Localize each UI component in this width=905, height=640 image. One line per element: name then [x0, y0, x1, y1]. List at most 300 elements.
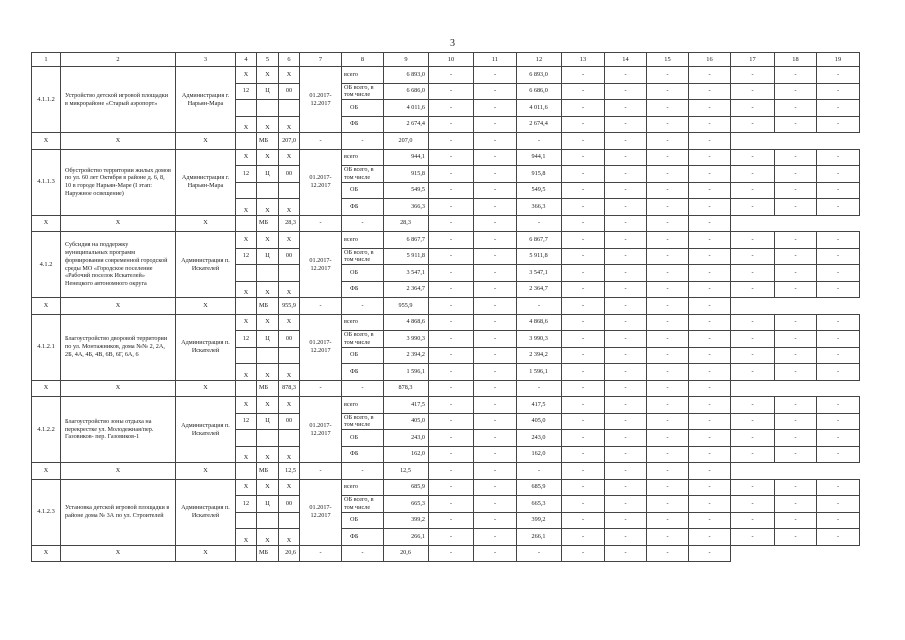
amount-cell: -	[474, 182, 517, 199]
amount-cell: -	[342, 380, 384, 397]
budget-code-cell: Х	[176, 133, 236, 150]
budget-code-cell-empty	[279, 265, 300, 282]
amount-cell: -	[562, 496, 605, 513]
amount-cell: -	[474, 116, 517, 133]
amount-cell: -	[562, 380, 605, 397]
amount-cell: -	[647, 446, 689, 463]
amount-2017: 2 364,7	[517, 281, 562, 298]
amount-cell: -	[731, 166, 775, 183]
amount-cell: -	[300, 380, 342, 397]
amount-cell: -	[605, 166, 647, 183]
amount-cell: -	[817, 331, 860, 348]
budget-code-cell: Х	[236, 364, 257, 381]
amount-cell: -	[605, 364, 647, 381]
amount-cell: -	[689, 463, 731, 480]
funding-source: ФБ	[342, 281, 384, 298]
amount-cell: -	[474, 512, 517, 529]
amount-cell: -	[429, 215, 474, 232]
amount-cell: -	[474, 463, 517, 480]
amount-cell: -	[605, 479, 647, 496]
amount-cell: -	[731, 100, 775, 117]
amount-2017: 28,3	[384, 215, 429, 232]
amount-cell: -	[647, 314, 689, 331]
amount-cell: -	[817, 83, 860, 100]
amount-cell: -	[429, 298, 474, 315]
amount-cell: -	[689, 83, 731, 100]
budget-code-cell: Х	[61, 215, 176, 232]
amount-cell: -	[562, 331, 605, 348]
amount-cell: -	[474, 215, 517, 232]
amount-total: 665,3	[384, 496, 429, 513]
amount-cell: -	[562, 314, 605, 331]
amount-cell: -	[689, 397, 731, 414]
budget-code-cell-empty	[236, 512, 257, 529]
amount-total: 12,5	[279, 463, 300, 480]
budget-code-cell: Х	[32, 133, 61, 150]
budget-code-cell: Ц	[257, 83, 279, 100]
amount-cell: -	[517, 298, 562, 315]
budget-code-cell: Х	[32, 298, 61, 315]
amount-cell: -	[647, 397, 689, 414]
amount-cell: -	[817, 512, 860, 529]
amount-cell: -	[775, 512, 817, 529]
amount-cell: -	[817, 479, 860, 496]
amount-cell: -	[429, 182, 474, 199]
amount-cell: -	[429, 265, 474, 282]
amount-cell: -	[429, 67, 474, 84]
amount-cell: -	[562, 248, 605, 265]
amount-cell: -	[300, 298, 342, 315]
amount-cell: -	[775, 529, 817, 546]
amount-cell: -	[731, 479, 775, 496]
amount-cell: -	[647, 463, 689, 480]
amount-total: 6 686,0	[384, 83, 429, 100]
amount-cell: -	[474, 100, 517, 117]
item-description: Обустройство территории жилых домов по ул. 60 лет Октября в районе д. 6, 8, 10 в городе Нарьян-Маре (I этап: Наружное освещение)	[61, 149, 176, 215]
amount-2017: 4 868,6	[517, 314, 562, 331]
amount-cell: -	[647, 512, 689, 529]
amount-2017: 2 394,2	[517, 347, 562, 364]
amount-cell: -	[474, 248, 517, 265]
amount-cell: -	[562, 67, 605, 84]
amount-2017: 6 893,0	[517, 67, 562, 84]
amount-2017: 399,2	[517, 512, 562, 529]
amount-cell: -	[605, 512, 647, 529]
amount-cell: -	[562, 364, 605, 381]
amount-total: 2 394,2	[384, 347, 429, 364]
amount-cell: -	[817, 182, 860, 199]
funding-source: всего	[342, 232, 384, 249]
amount-cell: -	[605, 265, 647, 282]
amount-total: 6 867,7	[384, 232, 429, 249]
item-period: 01.2017-12.2017	[300, 314, 342, 380]
amount-cell: -	[689, 166, 731, 183]
amount-2017: 6 867,7	[517, 232, 562, 249]
column-number-header: 13	[562, 53, 605, 67]
amount-cell: -	[342, 133, 384, 150]
budget-code-cell: 12	[236, 83, 257, 100]
item-period: 01.2017-12.2017	[300, 479, 342, 545]
amount-2017: 685,9	[517, 479, 562, 496]
amount-2017: 549,5	[517, 182, 562, 199]
amount-cell: -	[429, 331, 474, 348]
item-description: Субсидия на поддержку муниципальных программ формирования современной городской среды МО «Городское поселение «Рабочий поселок Искателей» Ненецкого автономного округа	[61, 232, 176, 298]
item-executor: Администрация г. Нарьян-Мара	[176, 67, 236, 133]
amount-cell: -	[605, 463, 647, 480]
budget-code-cell-empty	[236, 100, 257, 117]
amount-2017: 266,1	[517, 529, 562, 546]
amount-cell: -	[429, 397, 474, 414]
item-period: 01.2017-12.2017	[300, 397, 342, 463]
budget-code-cell: Х	[257, 67, 279, 84]
item-period-empty	[236, 298, 257, 315]
amount-total: 944,1	[384, 149, 429, 166]
amount-cell: -	[605, 232, 647, 249]
table-row	[32, 149, 860, 166]
amount-2017: 405,0	[517, 413, 562, 430]
amount-cell: -	[300, 545, 342, 562]
amount-2017: 665,3	[517, 496, 562, 513]
amount-cell: -	[731, 149, 775, 166]
amount-cell: -	[775, 496, 817, 513]
page-number: 3	[450, 38, 455, 49]
amount-cell: -	[474, 281, 517, 298]
budget-code-cell: Х	[279, 529, 300, 546]
budget-code-cell: Х	[176, 215, 236, 232]
budget-code-cell: Х	[279, 67, 300, 84]
amount-cell: -	[731, 364, 775, 381]
amount-cell: -	[342, 545, 384, 562]
table-row	[32, 232, 860, 249]
budget-code-cell: 00	[279, 413, 300, 430]
amount-2017: 4 011,6	[517, 100, 562, 117]
item-code: 4.1.2.2	[32, 397, 61, 463]
budget-code-cell: Х	[257, 529, 279, 546]
amount-cell: -	[647, 83, 689, 100]
amount-cell: -	[647, 479, 689, 496]
budget-code-cell: Х	[279, 232, 300, 249]
amount-cell: -	[429, 149, 474, 166]
budget-code-cell: Х	[257, 232, 279, 249]
budget-code-cell: Х	[236, 149, 257, 166]
amount-cell: -	[647, 149, 689, 166]
amount-cell: -	[647, 265, 689, 282]
amount-total: 2 364,7	[384, 281, 429, 298]
column-number-header: 14	[605, 53, 647, 67]
amount-cell: -	[562, 100, 605, 117]
amount-cell: -	[562, 413, 605, 430]
table-row	[32, 67, 860, 84]
amount-cell: -	[605, 413, 647, 430]
item-period-empty	[236, 133, 257, 150]
amount-cell: -	[647, 133, 689, 150]
amount-cell: -	[300, 215, 342, 232]
amount-cell: -	[562, 166, 605, 183]
budget-code-cell: Х	[236, 199, 257, 216]
column-number-header: 10	[429, 53, 474, 67]
amount-cell: -	[689, 265, 731, 282]
funding-source: МБ	[257, 463, 279, 480]
amount-cell: -	[775, 116, 817, 133]
funding-source: ОБ всего, в том числе	[342, 496, 384, 513]
amount-cell: -	[605, 100, 647, 117]
funding-source: ОБ всего, в том числе	[342, 413, 384, 430]
amount-total: 162,0	[384, 446, 429, 463]
amount-cell: -	[429, 232, 474, 249]
budget-code-cell: Х	[279, 479, 300, 496]
amount-cell: -	[474, 331, 517, 348]
amount-cell: -	[817, 281, 860, 298]
budget-code-cell: Х	[61, 298, 176, 315]
amount-cell: -	[689, 446, 731, 463]
amount-cell: -	[647, 281, 689, 298]
amount-cell: -	[429, 463, 474, 480]
budget-code-cell: Х	[236, 446, 257, 463]
budget-code-cell: Ц	[257, 166, 279, 183]
amount-2017: 243,0	[517, 430, 562, 447]
amount-cell: -	[562, 529, 605, 546]
amount-cell: -	[562, 347, 605, 364]
amount-2017: 955,9	[384, 298, 429, 315]
budget-code-cell: Х	[236, 67, 257, 84]
funding-source: ОБ	[342, 265, 384, 282]
item-period-empty	[236, 545, 257, 562]
amount-cell: -	[817, 265, 860, 282]
amount-cell: -	[474, 199, 517, 216]
funding-source: МБ	[257, 545, 279, 562]
amount-total: 20,6	[279, 545, 300, 562]
amount-cell: -	[689, 248, 731, 265]
amount-cell: -	[474, 314, 517, 331]
budget-code-cell: Х	[32, 463, 61, 480]
amount-cell: -	[474, 529, 517, 546]
budget-code-cell: Х	[257, 314, 279, 331]
column-number-header: 9	[384, 53, 429, 67]
amount-cell: -	[689, 347, 731, 364]
budget-code-cell: Х	[236, 479, 257, 496]
budget-code-cell: Х	[279, 446, 300, 463]
amount-cell: -	[817, 199, 860, 216]
item-code: 4.1.2	[32, 232, 61, 298]
amount-cell: -	[517, 380, 562, 397]
budget-code-cell: Х	[257, 446, 279, 463]
amount-cell: -	[429, 199, 474, 216]
amount-cell: -	[775, 281, 817, 298]
amount-cell: -	[605, 314, 647, 331]
amount-cell: -	[342, 463, 384, 480]
amount-total: 243,0	[384, 430, 429, 447]
amount-cell: -	[775, 100, 817, 117]
funding-source: всего	[342, 314, 384, 331]
amount-cell: -	[605, 496, 647, 513]
funding-source: МБ	[257, 133, 279, 150]
budget-code-cell: Х	[257, 364, 279, 381]
amount-2017: 5 911,8	[517, 248, 562, 265]
amount-cell: -	[429, 133, 474, 150]
amount-cell: -	[689, 479, 731, 496]
amount-cell: -	[474, 545, 517, 562]
amount-2017: 2 674,4	[517, 116, 562, 133]
amount-cell: -	[647, 248, 689, 265]
amount-cell: -	[775, 149, 817, 166]
budget-code-cell: Х	[257, 397, 279, 414]
amount-cell: -	[605, 248, 647, 265]
amount-total: 28,3	[279, 215, 300, 232]
budget-code-cell: 00	[279, 496, 300, 513]
amount-cell: -	[689, 545, 731, 562]
amount-cell: -	[817, 248, 860, 265]
budget-code-cell: Х	[236, 232, 257, 249]
funding-source: ОБ	[342, 100, 384, 117]
table-row	[32, 380, 860, 397]
amount-cell: -	[429, 380, 474, 397]
amount-cell: -	[689, 232, 731, 249]
amount-cell: -	[731, 430, 775, 447]
amount-2017: 878,3	[384, 380, 429, 397]
budget-code-cell-empty	[279, 347, 300, 364]
budget-code-cell: 00	[279, 331, 300, 348]
amount-cell: -	[429, 347, 474, 364]
amount-cell: -	[689, 430, 731, 447]
budget-code-cell-empty	[279, 430, 300, 447]
amount-total: 4 868,6	[384, 314, 429, 331]
amount-2017: 207,0	[384, 133, 429, 150]
funding-source: всего	[342, 479, 384, 496]
budget-code-cell: Х	[176, 545, 236, 562]
amount-cell: -	[647, 496, 689, 513]
amount-cell: -	[429, 479, 474, 496]
table-row	[32, 463, 860, 480]
amount-cell: -	[647, 364, 689, 381]
amount-2017: 162,0	[517, 446, 562, 463]
amount-cell: -	[605, 182, 647, 199]
budget-code-cell: Х	[279, 116, 300, 133]
amount-cell: -	[817, 314, 860, 331]
amount-cell: -	[775, 331, 817, 348]
amount-cell: -	[342, 215, 384, 232]
amount-cell: -	[731, 281, 775, 298]
amount-cell: -	[689, 364, 731, 381]
funding-source: ОБ всего, в том числе	[342, 331, 384, 348]
amount-cell: -	[689, 182, 731, 199]
amount-cell: -	[817, 529, 860, 546]
amount-cell: -	[474, 496, 517, 513]
budget-code-cell: 12	[236, 496, 257, 513]
amount-cell: -	[775, 83, 817, 100]
table-row	[32, 314, 860, 331]
amount-cell: -	[689, 314, 731, 331]
budget-code-cell-empty	[279, 512, 300, 529]
amount-total: 685,9	[384, 479, 429, 496]
amount-cell: -	[817, 364, 860, 381]
amount-cell: -	[817, 430, 860, 447]
amount-cell: -	[647, 529, 689, 546]
budget-code-cell-empty	[257, 347, 279, 364]
item-period: 01.2017-12.2017	[300, 149, 342, 215]
budget-code-cell: Х	[176, 380, 236, 397]
table-row	[32, 215, 860, 232]
budget-code-cell: 00	[279, 83, 300, 100]
amount-cell: -	[731, 347, 775, 364]
amount-cell: -	[775, 446, 817, 463]
amount-cell: -	[647, 430, 689, 447]
amount-cell: -	[689, 512, 731, 529]
amount-cell: -	[817, 446, 860, 463]
table-row	[32, 397, 860, 414]
funding-source: ОБ всего, в том числе	[342, 166, 384, 183]
funding-source: ОБ всего, в том числе	[342, 248, 384, 265]
amount-cell: -	[647, 182, 689, 199]
budget-code-cell: Х	[61, 545, 176, 562]
funding-source: МБ	[257, 380, 279, 397]
amount-cell: -	[605, 298, 647, 315]
funding-source: всего	[342, 149, 384, 166]
amount-cell: -	[562, 199, 605, 216]
funding-source: ФБ	[342, 529, 384, 546]
budget-code-cell: Х	[279, 364, 300, 381]
amount-cell: -	[429, 512, 474, 529]
column-number-header: 12	[517, 53, 562, 67]
amount-cell: -	[817, 149, 860, 166]
amount-cell: -	[474, 133, 517, 150]
budget-code-cell: Х	[236, 281, 257, 298]
budget-code-cell: Х	[279, 199, 300, 216]
amount-cell: -	[429, 364, 474, 381]
amount-cell: -	[474, 397, 517, 414]
funding-source: ФБ	[342, 199, 384, 216]
budget-code-cell-empty	[236, 265, 257, 282]
column-number-header: 5	[257, 53, 279, 67]
amount-2017: 366,3	[517, 199, 562, 216]
amount-cell: -	[605, 430, 647, 447]
funding-source: ОБ всего, в том числе	[342, 83, 384, 100]
item-code: 4.1.1.2	[32, 67, 61, 133]
budget-code-cell: Х	[32, 215, 61, 232]
amount-cell: -	[562, 149, 605, 166]
item-period-empty	[236, 380, 257, 397]
budget-code-cell: Х	[176, 298, 236, 315]
budget-code-cell: Х	[176, 463, 236, 480]
amount-cell: -	[517, 545, 562, 562]
amount-cell: -	[474, 232, 517, 249]
amount-cell: -	[605, 331, 647, 348]
amount-cell: -	[474, 265, 517, 282]
amount-cell: -	[605, 397, 647, 414]
amount-cell: -	[605, 529, 647, 546]
budget-code-cell-empty	[257, 182, 279, 199]
amount-cell: -	[689, 331, 731, 348]
amount-cell: -	[429, 100, 474, 117]
amount-cell: -	[689, 380, 731, 397]
budget-code-cell: 00	[279, 166, 300, 183]
amount-cell: -	[647, 331, 689, 348]
budget-code-cell: Ц	[257, 413, 279, 430]
amount-cell: -	[647, 116, 689, 133]
amount-cell: -	[429, 545, 474, 562]
item-description: Установка детской игровой площадки в районе дома № 3А по ул. Строителей	[61, 479, 176, 545]
budget-code-cell: 12	[236, 166, 257, 183]
amount-cell: -	[647, 215, 689, 232]
budget-code-cell: Х	[61, 463, 176, 480]
item-period-empty	[236, 215, 257, 232]
funding-source: МБ	[257, 215, 279, 232]
amount-cell: -	[562, 512, 605, 529]
amount-cell: -	[300, 133, 342, 150]
item-code: 4.1.1.3	[32, 149, 61, 215]
amount-cell: -	[731, 397, 775, 414]
amount-2017: 6 686,0	[517, 83, 562, 100]
funding-source: всего	[342, 67, 384, 84]
